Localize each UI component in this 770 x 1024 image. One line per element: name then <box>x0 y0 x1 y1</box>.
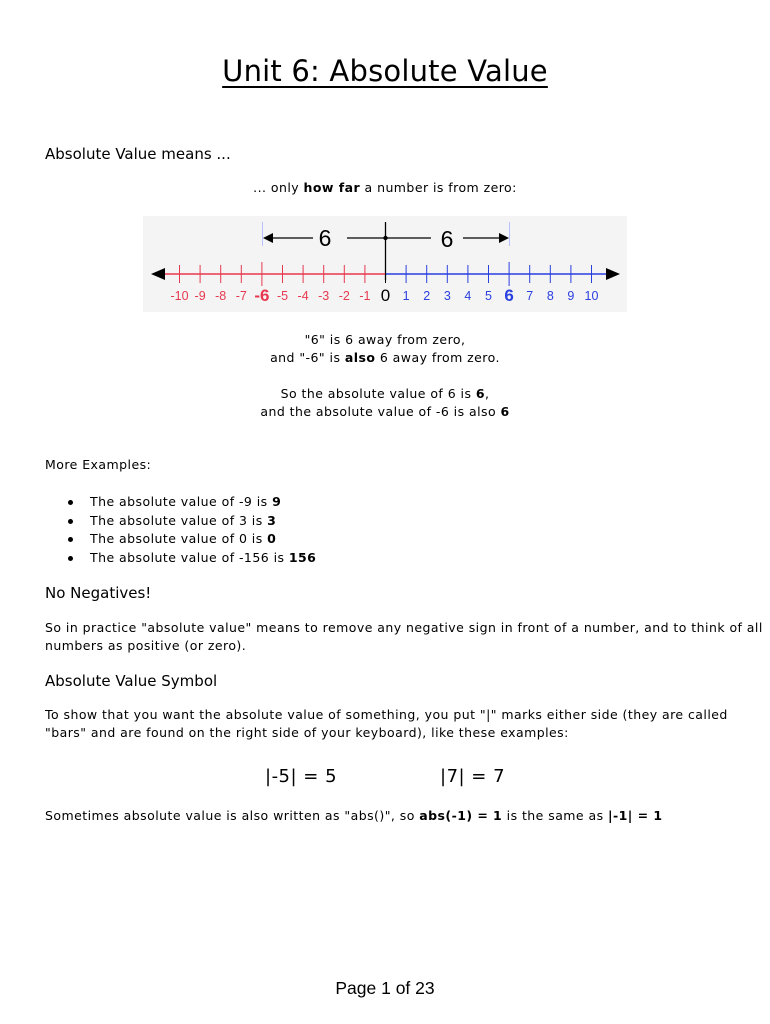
abs-notation-line <box>45 807 663 825</box>
explain-line-2-pre: and "-6" is <box>270 350 345 365</box>
list-item <box>90 512 316 531</box>
example-text: The absolute value of -9 is <box>90 494 273 509</box>
tick-label: -10 <box>170 289 189 303</box>
section-heading-means: Absolute Value means ... <box>45 145 231 163</box>
intro-line <box>0 180 770 195</box>
tick-label: -3 <box>318 289 330 303</box>
example-text: The absolute value of -156 is <box>90 549 289 565</box>
abs-bold-2: |-1| = 1 <box>608 808 663 823</box>
tick-label: -4 <box>297 289 309 303</box>
list-item <box>90 549 316 568</box>
section-heading-symbol: Absolute Value Symbol <box>45 672 218 690</box>
page-title: Unit 6: Absolute Value <box>222 54 548 88</box>
abs-pre: Sometimes absolute value is also written as "abs()", so <box>45 808 420 823</box>
more-examples-label: More Examples: <box>45 457 152 472</box>
tick-label: -7 <box>235 289 247 303</box>
bullet-icon <box>68 537 73 542</box>
explain-line-3-bold: 6 <box>475 386 485 401</box>
intro-post: a number is from zero: <box>360 180 517 195</box>
symbol-line-1: To show that you want the absolute value of something, you put "|" marks either side (they are called <box>45 707 728 722</box>
symbol-example-1: |-5| = 5 <box>265 766 338 787</box>
example-value: 3 <box>267 512 277 528</box>
tick-label: 7 <box>526 289 534 303</box>
left-arrow-label: 6 <box>318 225 332 251</box>
tick-label: 3 <box>443 289 451 303</box>
example-text: The absolute value of 3 is <box>90 512 268 528</box>
tick-label: -9 <box>194 289 206 303</box>
tick-label: 8 <box>546 289 554 303</box>
tick-label: -8 <box>215 289 227 303</box>
section-heading-no-negatives: No Negatives! <box>45 584 152 602</box>
example-value: 9 <box>272 494 282 509</box>
examples-list <box>90 493 316 567</box>
example-value: 156 <box>288 549 317 565</box>
tick-label: 4 <box>464 289 472 303</box>
no-negatives-line-1: So in practice "absolute value" means to remove any negative sign in front of a number, and to think of all <box>45 620 763 635</box>
tick-label: 5 <box>485 289 492 303</box>
explain-line-2-post: 6 away from zero. <box>375 350 500 365</box>
example-text: The absolute value of 0 is <box>90 531 268 546</box>
tick-label: -1 <box>359 289 371 303</box>
tick-label: 6 <box>504 286 514 305</box>
tick-label: 2 <box>423 289 431 303</box>
explain-line-2 <box>0 349 770 367</box>
example-value: 0 <box>267 531 277 546</box>
intro-bold: how far <box>303 180 361 195</box>
no-negatives-line-2: numbers as positive (or zero). <box>45 638 247 653</box>
bullet-icon <box>68 556 73 561</box>
right-arrow-label: 6 <box>440 226 454 252</box>
list-item <box>90 493 316 512</box>
explain-line-1: "6" is 6 away from zero, <box>304 332 466 347</box>
number-line-figure <box>143 216 627 312</box>
tick-label: 10 <box>584 289 599 303</box>
explain-line-3 <box>0 385 770 403</box>
abs-mid: is the same as <box>502 808 608 823</box>
explain-line-4-bold: 6 <box>500 404 510 419</box>
tick-label: 1 <box>402 289 410 303</box>
explain-line-3-pre: So the absolute value of 6 is <box>280 386 476 401</box>
abs-bold-1: abs(-1) = 1 <box>419 808 503 823</box>
tick-label: -2 <box>338 289 350 303</box>
intro-pre: ... only <box>253 180 304 195</box>
list-item <box>90 530 316 549</box>
tick-label: 9 <box>567 289 575 303</box>
tick-label: -6 <box>254 286 270 305</box>
explain-line-4-pre: and the absolute value of -6 is also <box>260 404 501 419</box>
explain-line-3-post: , <box>485 386 490 401</box>
tick-label: 0 <box>380 286 391 305</box>
bullet-icon <box>68 519 73 524</box>
explain-line-4 <box>0 403 770 421</box>
bullet-icon <box>68 500 73 505</box>
page-footer: Page 1 of 23 <box>335 978 435 998</box>
symbol-example-2: |7| = 7 <box>440 766 506 787</box>
explain-line-2-bold: also <box>344 350 376 365</box>
symbol-line-2: "bars" and are found on the right side of your keyboard), like these examples: <box>45 725 569 740</box>
tick-label: -5 <box>276 289 289 303</box>
